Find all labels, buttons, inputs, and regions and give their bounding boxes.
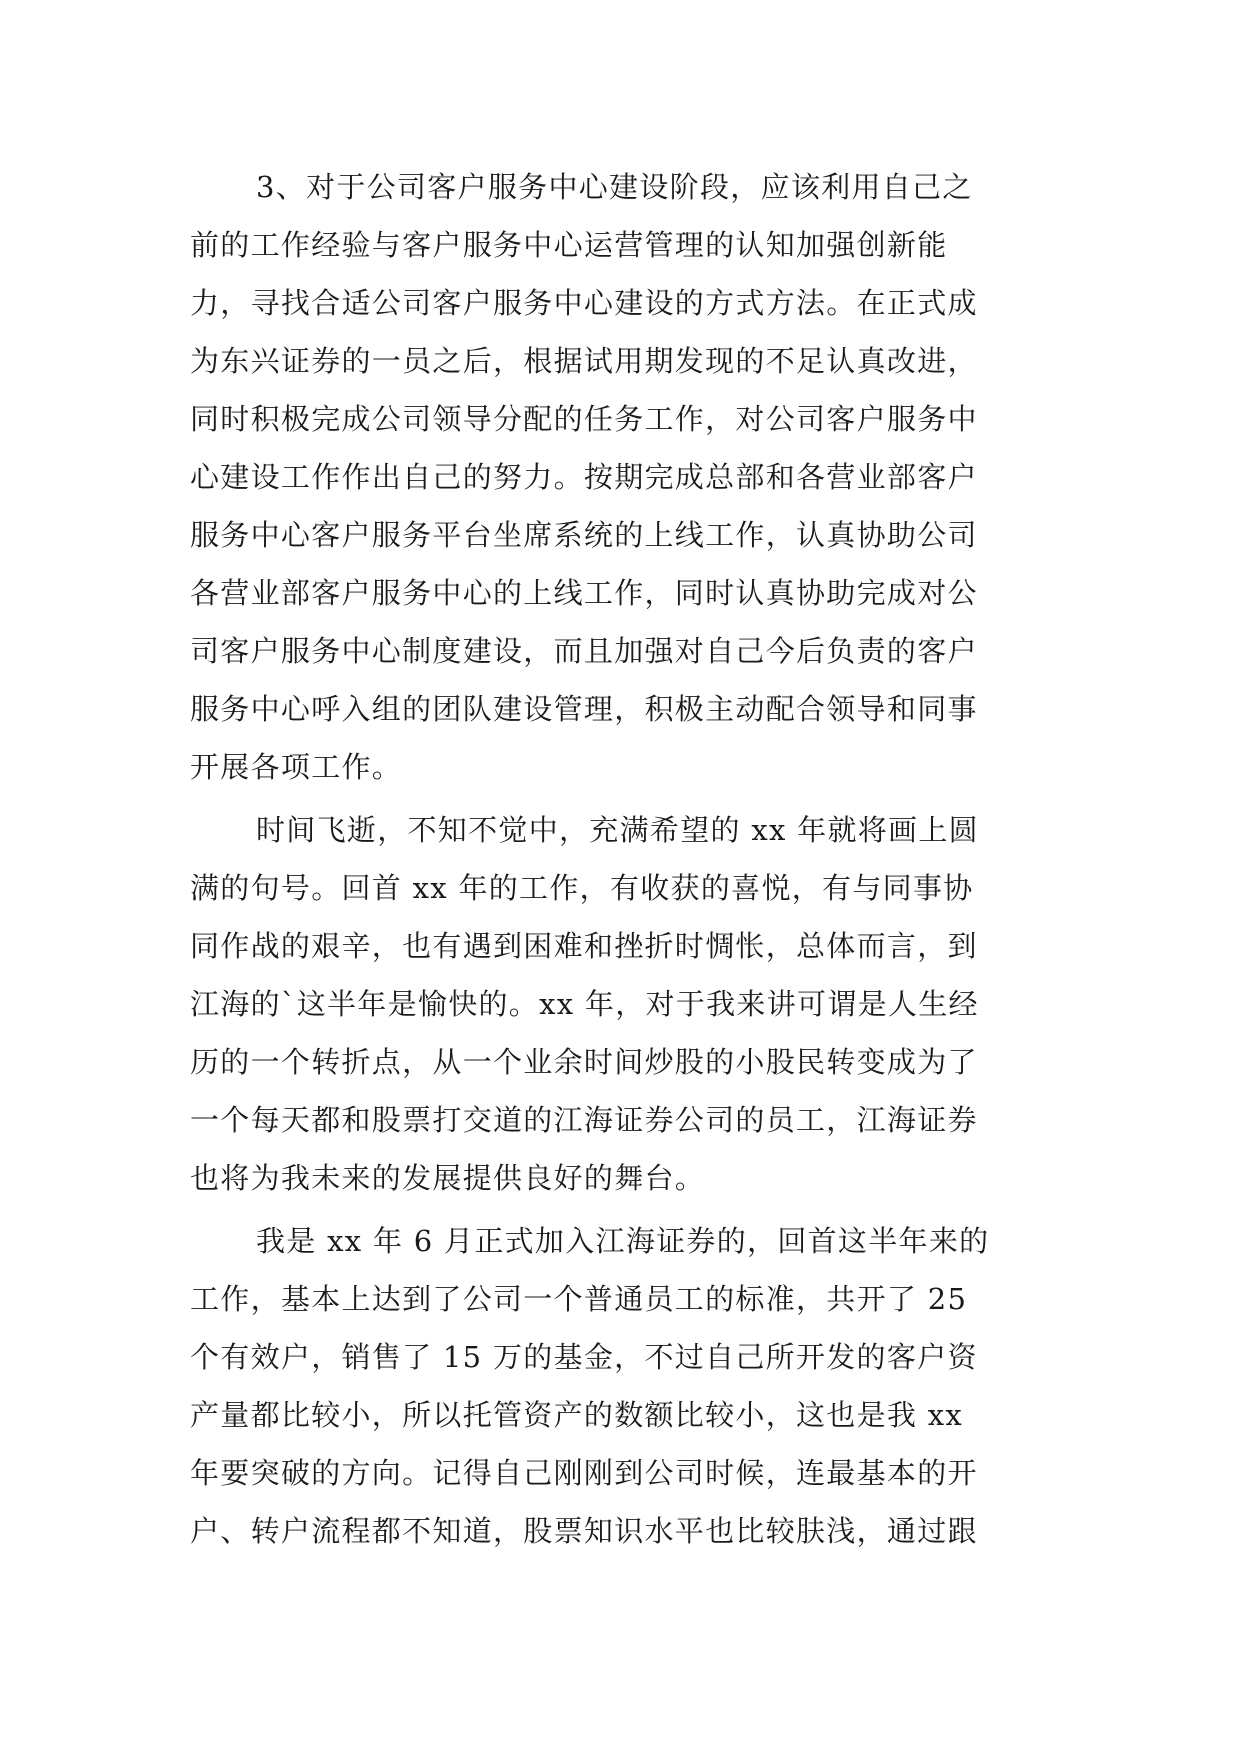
paragraph-1-line-11: 开展各项工作。 (190, 750, 403, 784)
paragraph-3-line-1: 我是 xx 年 6 月正式加入江海证券的，回首这半年来的 (256, 1224, 990, 1258)
paragraph-1-line-1: 3、对于公司客户服务中心建设阶段，应该利用自己之 (256, 170, 973, 204)
paragraph-2-line-1: 时间飞逝，不知不觉中，充满希望的 xx 年就将画上圆 (256, 813, 979, 847)
paragraph-2-line-4: 江海的`这半年是愉快的。xx 年，对于我来讲可谓是人生经 (190, 987, 979, 1021)
paragraph-1-line-8: 各营业部客户服务中心的上线工作，同时认真协助完成对公 (190, 576, 978, 610)
paragraph-2-line-7: 也将为我未来的发展提供良好的舞台。 (190, 1161, 706, 1195)
paragraph-1-line-4: 为东兴证券的一员之后，根据试用期发现的不足认真改进， (190, 344, 978, 378)
paragraph-3-line-4: 产量都比较小，所以托管资产的数额比较小，这也是我 xx (190, 1398, 964, 1432)
paragraph-3-line-6: 户、转户流程都不知道，股票知识水平也比较肤浅，通过跟 (190, 1514, 978, 1548)
paragraph-3-line-5: 年要突破的方向。记得自己刚刚到公司时候，连最基本的开 (190, 1456, 978, 1490)
paragraph-1-line-5: 同时积极完成公司领导分配的任务工作，对公司客户服务中 (190, 402, 978, 436)
paragraph-1-line-9: 司客户服务中心制度建设，而且加强对自己今后负责的客户 (190, 634, 978, 668)
paragraph-2-line-5: 历的一个转折点，从一个业余时间炒股的小股民转变成为了 (190, 1045, 978, 1079)
paragraph-2-line-3: 同作战的艰辛，也有遇到困难和挫折时惆怅，总体而言，到 (190, 929, 978, 963)
paragraph-2-line-2: 满的句号。回首 xx 年的工作，有收获的喜悦，有与同事协 (190, 871, 974, 905)
paragraph-1-line-7: 服务中心客户服务平台坐席系统的上线工作，认真协助公司 (190, 518, 978, 552)
paragraph-1-line-6: 心建设工作作出自己的努力。按期完成总部和各营业部客户 (190, 460, 978, 494)
paragraph-3-line-2: 工作，基本上达到了公司一个普通员工的标准，共开了 25 (190, 1282, 968, 1316)
paragraph-2-line-6: 一个每天都和股票打交道的江海证券公司的员工，江海证券 (190, 1103, 978, 1137)
paragraph-1-line-3: 力，寻找合适公司客户服务中心建设的方式方法。在正式成 (190, 286, 978, 320)
paragraph-3-line-3: 个有效户，销售了 15 万的基金，不过自己所开发的客户资 (190, 1340, 978, 1374)
paragraph-1-line-10: 服务中心呼入组的团队建设管理，积极主动配合领导和同事 (190, 692, 978, 726)
paragraph-1-line-2: 前的工作经验与客户服务中心运营管理的认知加强创新能 (190, 228, 948, 262)
